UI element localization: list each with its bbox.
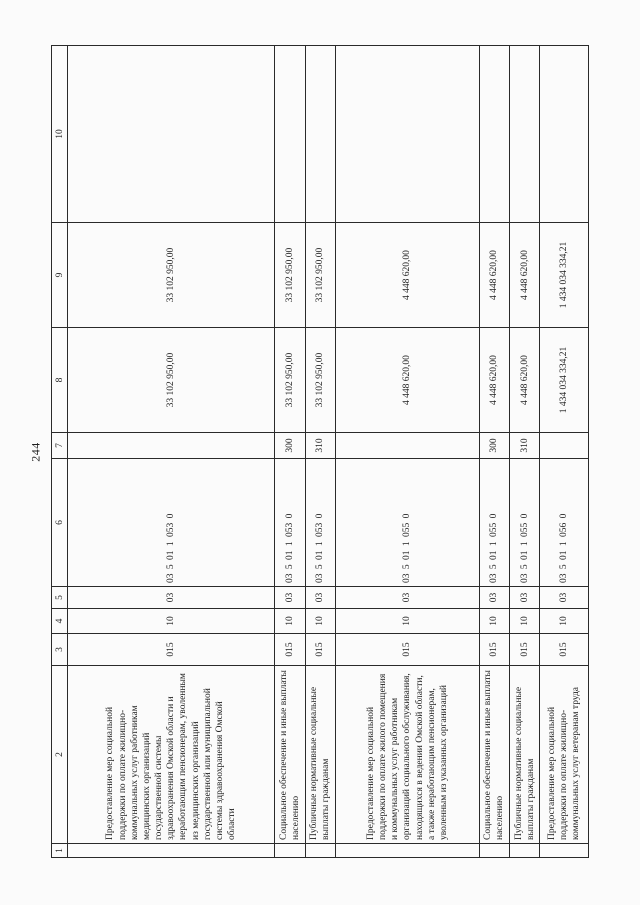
col3-cell: 015 (305, 634, 335, 666)
col10-cell (540, 46, 589, 223)
col6-cell: 03 5 01 1 053 0 (275, 459, 305, 587)
col10-cell (336, 46, 480, 223)
col7-cell: 300 (479, 433, 509, 459)
budget-table-rotated (51, 46, 589, 858)
col4-cell: 10 (68, 609, 275, 634)
row-name-cell: Предоставление мер социальной поддержки по оплате жилищно-коммунальных услуг ветеранам труда (540, 666, 589, 844)
col8-cell: 4 448 620,00 (510, 328, 540, 433)
col8-cell: 33 102 950,00 (68, 328, 275, 433)
row-name-cell: Социальное обеспечение и иные выплаты населению (479, 666, 509, 844)
row-name-cell: Предоставление мер социальной поддержки по оплате жилищно-коммунальных услуг работникам медицинских организаций государственной системы здравоохранения Омской области и неработающим пенсионерам, уволенным из медицинских организаций государственной или муниципальной системы здравоохранения Омской области (68, 666, 275, 844)
col4-cell: 10 (479, 609, 509, 634)
col4-cell: 10 (336, 609, 480, 634)
col9-cell: 33 102 950,00 (68, 223, 275, 328)
row-name-cell: Публичные нормативные социальные выплаты гражданам (510, 666, 540, 844)
column-header: 5 (52, 587, 68, 609)
col8-cell: 1 434 034 334,21 (540, 328, 589, 433)
col10-cell (305, 46, 335, 223)
col5-cell: 03 (510, 587, 540, 609)
col10-cell (479, 46, 509, 223)
col9-cell: 4 448 620,00 (479, 223, 509, 328)
col10-cell (275, 46, 305, 223)
col9-cell: 33 102 950,00 (305, 223, 335, 328)
col8-cell: 33 102 950,00 (305, 328, 335, 433)
col4-cell: 10 (510, 609, 540, 634)
col3-cell: 015 (540, 634, 589, 666)
table-row (479, 46, 509, 858)
col6-cell: 03 5 01 1 056 0 (540, 459, 589, 587)
col5-cell: 03 (68, 587, 275, 609)
table-header-row (52, 46, 68, 858)
col9-cell: 4 448 620,00 (336, 223, 480, 328)
col9-cell: 33 102 950,00 (275, 223, 305, 328)
col8-cell: 4 448 620,00 (479, 328, 509, 433)
column-header: 4 (52, 609, 68, 634)
col4-cell: 10 (275, 609, 305, 634)
row-number-cell (275, 844, 305, 858)
table-row (275, 46, 305, 858)
col3-cell: 015 (336, 634, 480, 666)
column-header: 2 (52, 666, 68, 844)
table-row (510, 46, 540, 858)
col4-cell: 10 (540, 609, 589, 634)
column-header: 8 (52, 328, 68, 433)
col6-cell: 03 5 01 1 053 0 (68, 459, 275, 587)
col9-cell: 1 434 034 334,21 (540, 223, 589, 328)
column-header: 10 (52, 46, 68, 223)
table-row (540, 46, 589, 858)
col7-cell (68, 433, 275, 459)
column-header: 6 (52, 459, 68, 587)
row-name-cell: Публичные нормативные социальные выплаты гражданам (305, 666, 335, 844)
col7-cell (336, 433, 480, 459)
col3-cell: 015 (275, 634, 305, 666)
row-number-cell (479, 844, 509, 858)
table-row (336, 46, 480, 858)
column-header: 9 (52, 223, 68, 328)
col10-cell (510, 46, 540, 223)
col7-cell: 310 (305, 433, 335, 459)
col6-cell: 03 5 01 1 055 0 (479, 459, 509, 587)
col6-cell: 03 5 01 1 055 0 (510, 459, 540, 587)
page-number: 244 (28, 442, 43, 462)
budget-table (51, 45, 589, 858)
col10-cell (68, 46, 275, 223)
row-number-cell (68, 844, 275, 858)
col9-cell: 4 448 620,00 (510, 223, 540, 328)
row-number-cell (510, 844, 540, 858)
row-number-cell (540, 844, 589, 858)
row-name-cell: Предоставление мер социальной поддержки по оплате жилого помещения и коммунальных услуг работникам организаций социального обслуживания, находящихся в ведении Омской области, а также неработающим пенсионерам, уволенным из указанных организаций (336, 666, 480, 844)
col6-cell: 03 5 01 1 055 0 (336, 459, 480, 587)
col8-cell: 33 102 950,00 (275, 328, 305, 433)
column-header: 7 (52, 433, 68, 459)
col6-cell: 03 5 01 1 053 0 (305, 459, 335, 587)
col4-cell: 10 (305, 609, 335, 634)
row-number-cell (336, 844, 480, 858)
row-name-cell: Социальное обеспечение и иные выплаты населению (275, 666, 305, 844)
col5-cell: 03 (336, 587, 480, 609)
col7-cell (540, 433, 589, 459)
col3-cell: 015 (68, 634, 275, 666)
col5-cell: 03 (275, 587, 305, 609)
col7-cell: 310 (510, 433, 540, 459)
row-number-cell (305, 844, 335, 858)
col5-cell: 03 (479, 587, 509, 609)
column-header: 3 (52, 634, 68, 666)
table-row (305, 46, 335, 858)
col3-cell: 015 (479, 634, 509, 666)
table-row (68, 46, 275, 858)
col7-cell: 300 (275, 433, 305, 459)
col3-cell: 015 (510, 634, 540, 666)
col5-cell: 03 (305, 587, 335, 609)
col8-cell: 4 448 620,00 (336, 328, 480, 433)
column-header: 1 (52, 844, 68, 858)
col5-cell: 03 (540, 587, 589, 609)
